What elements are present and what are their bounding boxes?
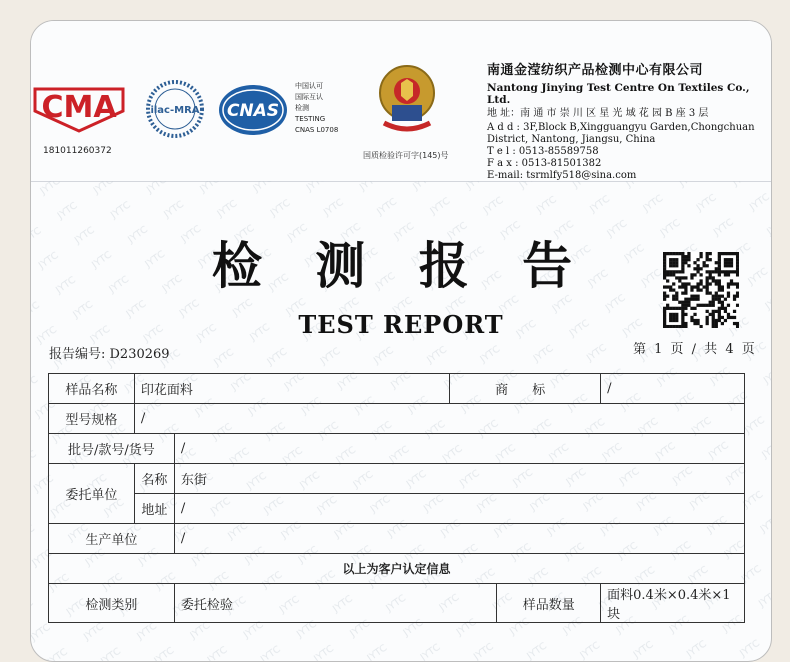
emblem-caption: 国质检验许可字(145)号	[363, 151, 449, 160]
address-en-2: District, Nantong, Jiangsu, China	[487, 134, 656, 145]
batch-label: 批号/款号/货号	[49, 434, 175, 464]
ilac-mra-logo	[143, 79, 207, 139]
svg-text:CMA: CMA	[41, 90, 117, 125]
trademark-value: /	[601, 374, 745, 404]
cma-logo	[31, 83, 127, 135]
qr-code	[663, 252, 739, 328]
sample-name-value: 印花面料	[134, 374, 449, 404]
trademark-label: 商 标	[450, 374, 601, 404]
svg-text:ilac-MRA: ilac-MRA	[150, 105, 200, 116]
client-name-label: 名称	[134, 464, 174, 494]
telephone: T e l : 0513-85589758	[487, 146, 599, 157]
cnas-caption-line: 国际互认	[295, 93, 323, 101]
email: E-mail: tsrmlfy518@sina.com	[487, 170, 637, 181]
cnas-logo	[215, 83, 291, 137]
table-row	[49, 404, 745, 434]
client-info-header: 以上为客户认定信息	[49, 554, 745, 584]
sample-qty-value: 面料0.4米×0.4米×1块	[601, 584, 745, 623]
address-en-1: A d d : 3F,Block B,Xingguangyu Garden,Chongchuan	[487, 122, 755, 133]
cnas-caption-line: 检测	[295, 104, 309, 112]
organization-info	[487, 59, 771, 182]
table-row	[49, 494, 745, 524]
table-row	[49, 464, 745, 494]
model-label: 型号规格	[49, 404, 135, 434]
manufacturer-value: /	[174, 524, 744, 554]
org-name-cn: 南通金滢纺织产品检测中心有限公司	[487, 63, 704, 78]
page-number: 第 1 页 / 共 4 页	[633, 342, 757, 357]
client-name-value: 东街	[174, 464, 744, 494]
quality-inspection-emblem	[374, 63, 440, 139]
fax: F a x : 0513-81501382	[487, 158, 602, 169]
table-row	[49, 374, 745, 404]
svg-text:CNAS: CNAS	[226, 101, 280, 121]
model-value: /	[134, 404, 744, 434]
cma-number: 181011260372	[43, 146, 112, 156]
sample-name-label: 样品名称	[49, 374, 135, 404]
cnas-caption-line: TESTING	[295, 115, 326, 123]
table-row	[49, 524, 745, 554]
batch-value: /	[174, 434, 744, 464]
cnas-caption	[295, 81, 338, 136]
cnas-caption-line: CNAS L0708	[295, 126, 339, 134]
client-address-value: /	[174, 494, 744, 524]
client-label: 委托单位	[49, 464, 135, 524]
manufacturer-label: 生产单位	[49, 524, 175, 554]
table-row	[49, 584, 745, 623]
report-number: 报告编号: D230269	[49, 347, 170, 362]
table-row	[49, 554, 745, 584]
address-cn: 地 址：南 通 市 崇 川 区 星 光 域 花 园 B 座 3 层	[487, 108, 709, 119]
report-title-en: TEST REPORT	[298, 310, 504, 339]
test-type-label: 检测类别	[49, 584, 175, 623]
report-title-cn: 检 测 报 告	[211, 236, 591, 295]
sample-info-table	[48, 373, 745, 623]
report-sheet	[30, 20, 772, 662]
sample-qty-label: 样品数量	[497, 584, 601, 623]
table-row	[49, 434, 745, 464]
org-name-en: Nantong Jinying Test Centre On Textiles Co., Ltd.	[487, 82, 750, 106]
cnas-caption-line: 中国认可	[295, 82, 323, 90]
client-address-label: 地址	[134, 494, 174, 524]
test-type-value: 委托检验	[174, 584, 496, 623]
